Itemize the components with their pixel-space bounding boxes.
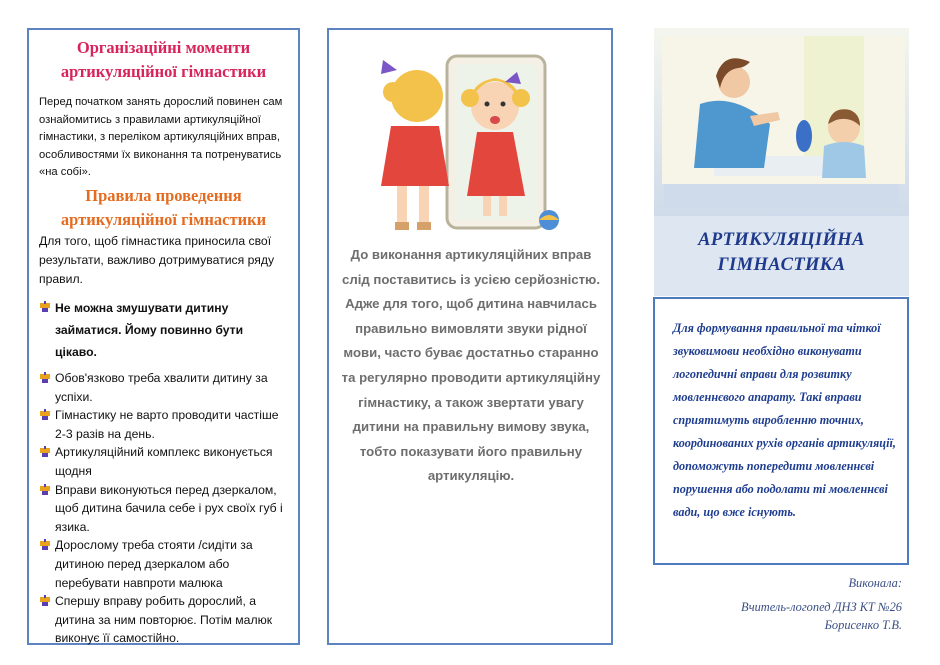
middle-panel [327, 28, 613, 645]
girl-mirror-illustration [377, 36, 563, 236]
list-item [39, 536, 288, 592]
credit-label: Виконала: [848, 576, 902, 590]
title-box [654, 216, 909, 296]
credit-position: Вчитель-логопед ДНЗ КТ №26 [740, 600, 902, 614]
bullet-icon [39, 301, 51, 313]
bullet-icon [39, 595, 51, 607]
rule-text: Вправи виконуються перед дзеркалом, щоб дитина бачила себе і рух своїх губ і язика. [55, 482, 283, 534]
info-text: Для формування правильної та чіткої звуковимови необхідно виконувати логопедичні вправи для розвитку мовленнєвого апарату. Такі вправи сприятимуть виробленню точних, координованих рухів органів артикуляції, допоможуть попередити мовленнєві порушення або подолати ті мовленнєві вади, що вже існують. [673, 321, 896, 519]
brochure-title [654, 228, 909, 278]
bullet-icon [39, 409, 51, 421]
heading-rules-line1: Правила проведення [85, 185, 242, 205]
rules-intro: Для того, щоб гімнастика приносила свої результати, важливо дотримуватися ряду правил. [39, 233, 275, 286]
rule-text: Обов'язково треба хвалити дитину за успіхи. [55, 370, 268, 404]
heading-organization-line1: Організаційні моменти [76, 38, 251, 57]
list-item [39, 592, 288, 648]
rule-text: Артикуляційний комплекс виконується щодня [55, 445, 273, 478]
list-item [39, 481, 288, 537]
list-item [39, 443, 288, 480]
intro-paragraph: Перед початком занять дорослий повинен сам ознайомитись з правилами артикуляційної гімнастики, з переліком артикуляційних вправ, особливостями їх виконання та потренуватись «на собі». [39, 96, 283, 179]
heading-organization [39, 36, 288, 84]
bullet-icon [39, 372, 51, 384]
brochure-title-line1: АРТИКУЛЯЦІЙНА [698, 230, 865, 250]
bullet-icon [39, 484, 51, 496]
heading-rules-line2: артикуляційної гімнастики [60, 209, 267, 229]
list-item [39, 369, 288, 406]
bullet-icon [39, 446, 51, 458]
rules-list [39, 297, 288, 363]
info-box [653, 297, 909, 565]
middle-text: До виконання артикуляційних вправ слід поставитись із усією серйозністю. Адже для того, щоб дитина навчилась правильно вимовляти звуки рідної мови, часто буває достатньо старанно та регулярно проводити артикуляційну гімнастику, а також звертати увагу дитини на правильну вимову звука, тобто показувати його правильну артикуляцію. [341, 247, 601, 484]
heading-organization-line2: артикуляційної гімнастики [60, 62, 267, 81]
left-panel [27, 28, 300, 645]
brochure-title-line2: ГІМНАСТИКА [717, 255, 846, 275]
bullet-icon [39, 539, 51, 551]
rule-text: Спершу вправу робить дорослий, а дитина за ним повторює. Потім малюк виконує її самостійно. [55, 594, 273, 646]
list-item [39, 297, 288, 363]
credit-name: Борисенко Т.В. [824, 618, 902, 632]
rule-text: Дорослому треба стояти /сидіти за дитиною перед дзеркалом або перебувати навпроти малюка [55, 538, 253, 590]
list-item [39, 406, 288, 443]
therapy-photo [654, 28, 909, 216]
therapy-photo-image [654, 28, 909, 216]
rules-list-2 [39, 369, 288, 648]
rule-text: Гімнастику не варто проводити частіше 2-3 разів на день. [55, 408, 279, 441]
rule-bold-text: Не можна змушувати дитину займатися. Йому повинно бути цікаво. [55, 300, 244, 359]
heading-rules [39, 184, 288, 232]
